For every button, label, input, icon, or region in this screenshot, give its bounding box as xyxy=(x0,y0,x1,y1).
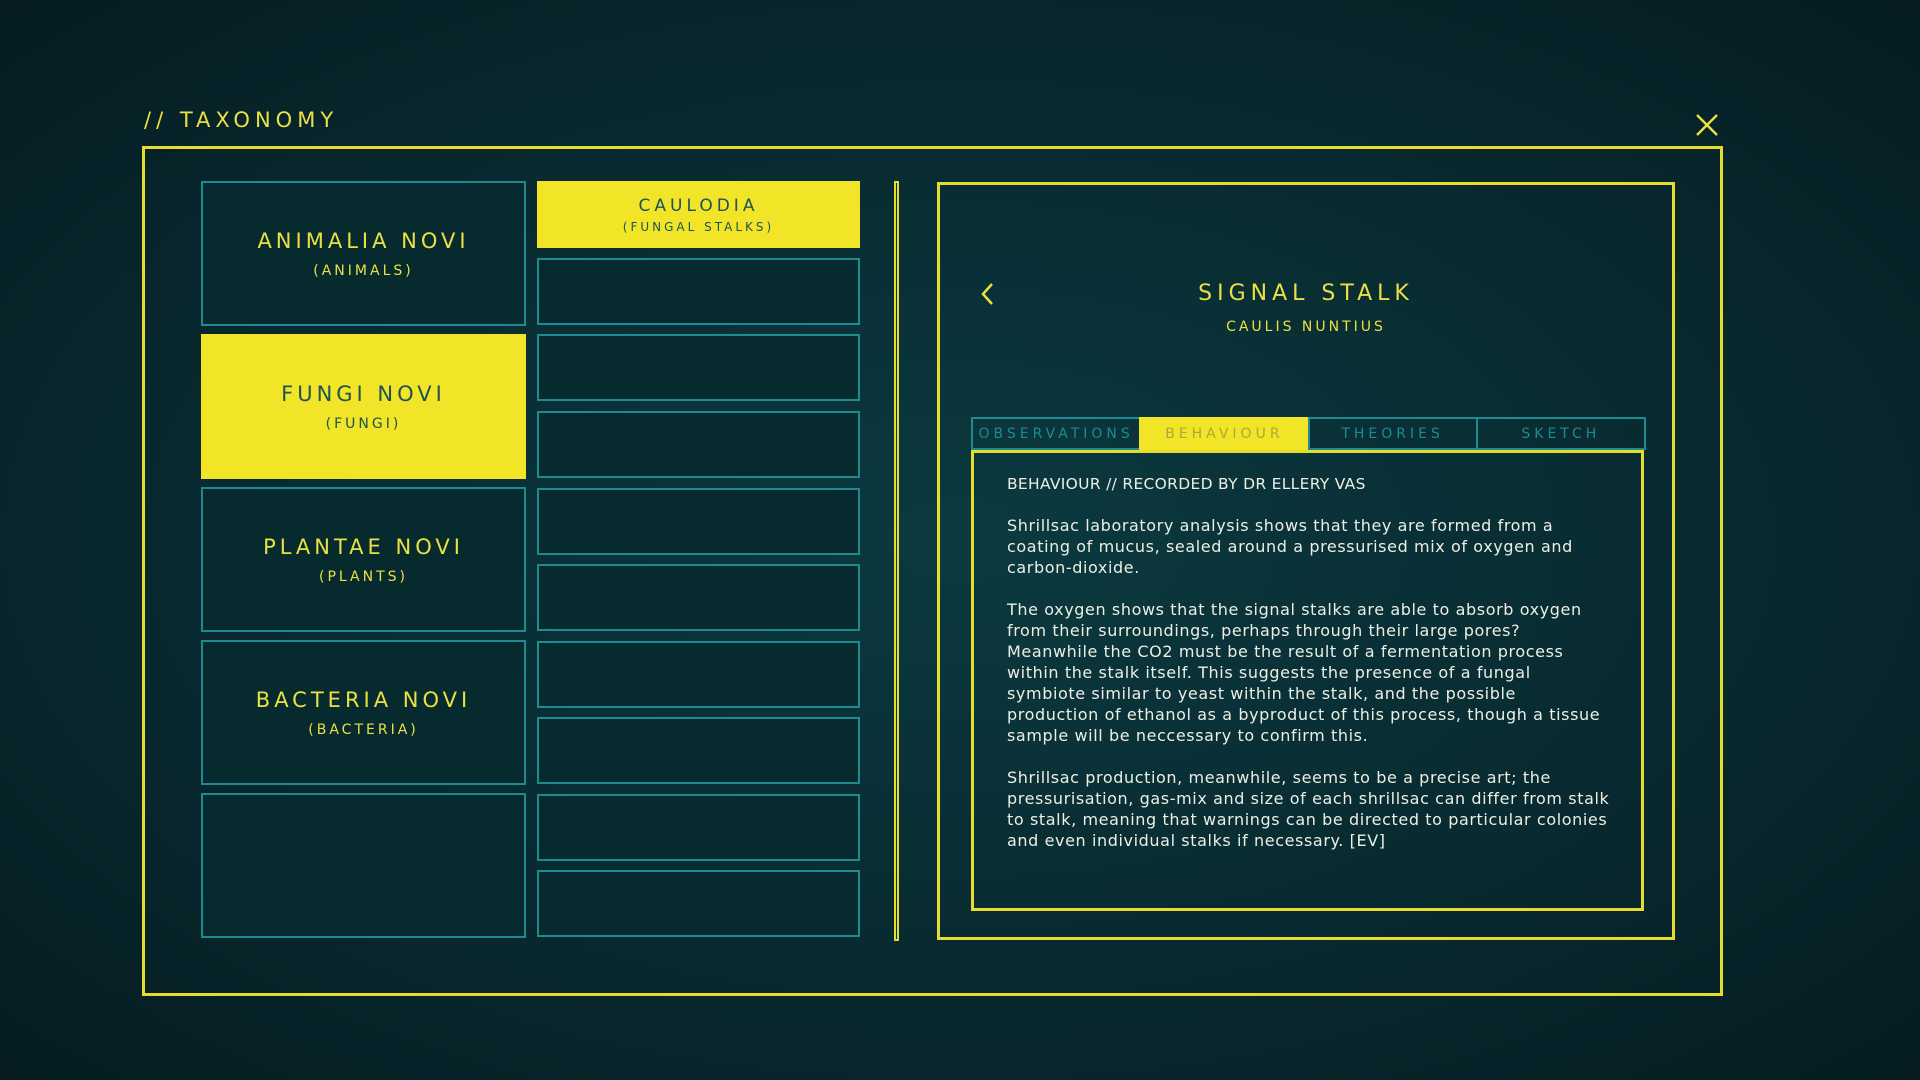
genus-item-empty[interactable] xyxy=(537,717,860,784)
genus-item-empty[interactable] xyxy=(537,870,860,937)
content-paragraph: Shrillsac production, meanwhile, seems to be a precise art; the pressurisation, gas-mix and size of each shrillsac can differ from stalk to stalk, meaning that warnings can be directed to particular colonies and even individual stalks if necessary. [EV] xyxy=(1007,768,1610,850)
kingdom-name: FUNGI NOVI xyxy=(281,381,446,406)
genus-item-empty[interactable] xyxy=(537,411,860,478)
kingdom-subtitle: (BACTERIA) xyxy=(308,721,419,738)
genus-name: CAULODIA xyxy=(638,195,759,216)
detail-tabs xyxy=(971,417,1644,450)
genus-item-empty[interactable] xyxy=(537,794,860,861)
kingdom-name: PLANTAE NOVI xyxy=(263,534,464,559)
kingdom-card-animalia[interactable] xyxy=(201,181,526,326)
tab-observations[interactable]: OBSERVATIONS xyxy=(971,417,1141,450)
tab-sketch[interactable]: SKETCH xyxy=(1476,417,1646,450)
kingdom-card-empty[interactable] xyxy=(201,793,526,938)
content-heading: BEHAVIOUR // RECORDED BY DR ELLERY VAS xyxy=(1007,475,1366,493)
content-paragraph: The oxygen shows that the signal stalks are able to absorb oxygen from their surroundings, perhaps through their large pores? Meanwhile the CO2 must be the result of a fermentation process within the stalk itself. This suggests the presence of a fungal symbiote similar to yeast within the stalk, and the possible production of ethanol as a byproduct of this process, though a tissue sample will be neccessary to confirm this. xyxy=(1007,600,1601,745)
kingdom-card-bacteria[interactable] xyxy=(201,640,526,785)
page-title: // TAXONOMY xyxy=(144,108,339,132)
close-button[interactable] xyxy=(1694,112,1720,138)
species-name: SIGNAL STALK xyxy=(1198,281,1414,306)
genus-subtitle: (FUNGAL STALKS) xyxy=(622,219,775,234)
kingdom-name: BACTERIA NOVI xyxy=(255,687,472,712)
species-latin-name: CAULIS NUNTIUS xyxy=(1226,319,1386,335)
genus-item-empty[interactable] xyxy=(537,488,860,555)
kingdom-subtitle: (ANIMALS) xyxy=(313,262,414,279)
close-x-icon xyxy=(1694,112,1720,138)
genus-item-caulodia[interactable] xyxy=(537,181,860,248)
tab-theories[interactable]: THEORIES xyxy=(1308,417,1478,450)
tab-content[interactable] xyxy=(971,450,1644,911)
column-divider xyxy=(894,181,899,941)
kingdom-subtitle: (FUNGI) xyxy=(325,415,402,432)
kingdom-subtitle: (PLANTS) xyxy=(319,568,408,585)
kingdom-card-fungi[interactable] xyxy=(201,334,526,479)
tab-behaviour[interactable]: BEHAVIOUR xyxy=(1139,417,1309,450)
genus-item-empty[interactable] xyxy=(537,564,860,631)
genus-item-empty[interactable] xyxy=(537,258,860,325)
genus-item-empty[interactable] xyxy=(537,641,860,708)
content-paragraph: Shrillsac laboratory analysis shows that they are formed from a coating of mucus, sealed around a pressurised mix of oxygen and carbon-dioxide. xyxy=(1007,516,1573,577)
kingdom-card-plantae[interactable] xyxy=(201,487,526,632)
genus-item-empty[interactable] xyxy=(537,334,860,401)
kingdom-name: ANIMALIA NOVI xyxy=(257,228,470,253)
